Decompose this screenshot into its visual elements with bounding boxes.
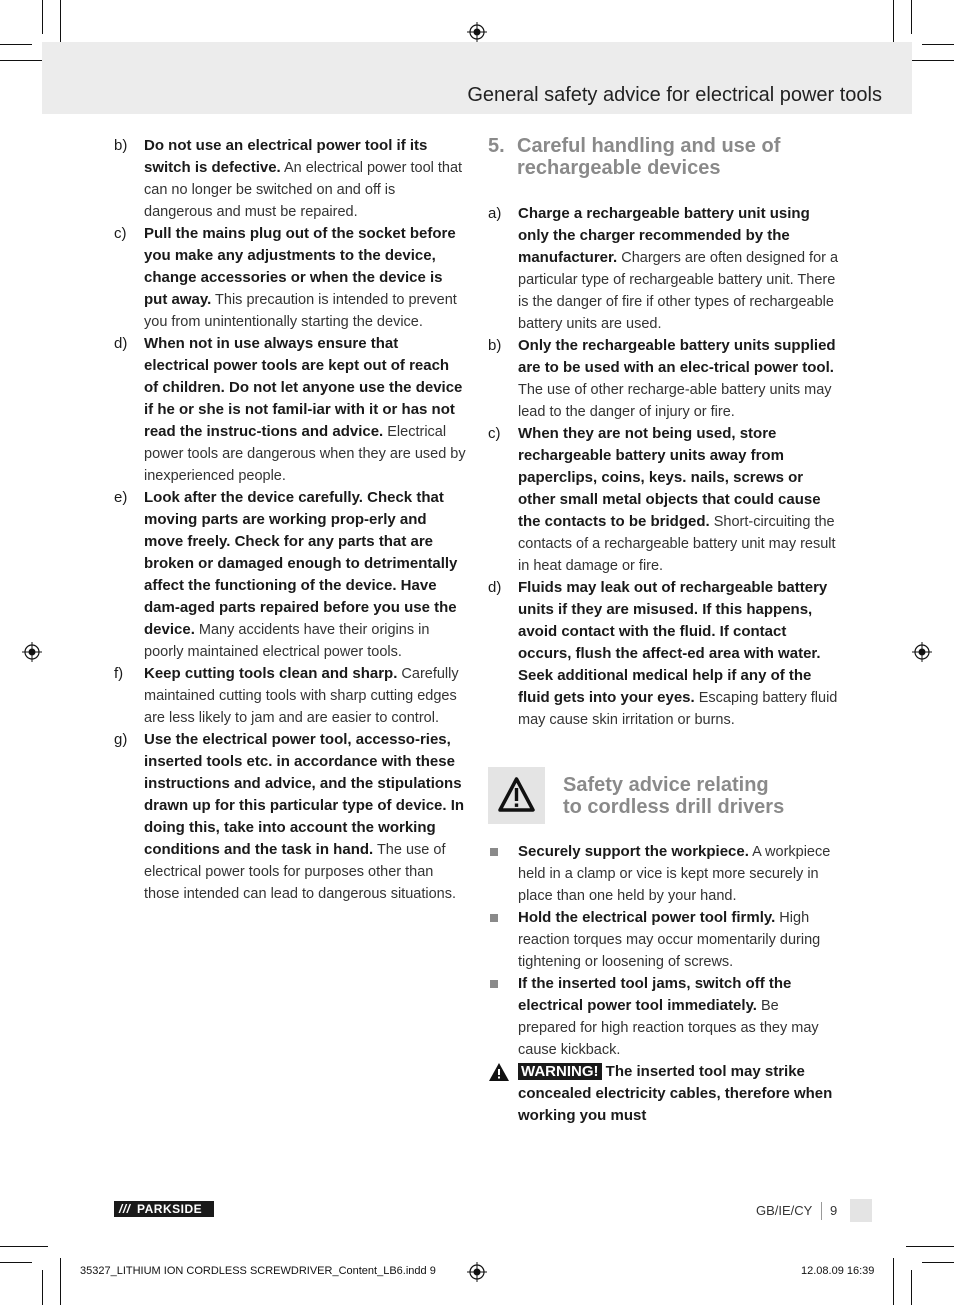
list-item xyxy=(488,577,840,731)
item-bold-text: Charge a rechargeable battery unit using only the charger recommended by the manufacturer. xyxy=(518,205,810,266)
list-item xyxy=(114,135,466,223)
item-marker: d) xyxy=(114,335,128,352)
registration-mark-icon xyxy=(467,22,487,42)
slug-timestamp: 12.08.09 16:39 xyxy=(801,1265,875,1277)
brand-mark: /// xyxy=(119,1202,131,1216)
crop-mark xyxy=(42,1270,43,1305)
warning-text: The inserted tool may strike concealed electricity cables, therefore when working you must xyxy=(518,1063,833,1124)
item-bold-text: Fluids may leak out of rechargeable battery units if they are misused. If this happens, avoid contact with the fluid. If contact occurs, flush the affect-ed area with water. Seek additional medical help if any of the fluid gets into your eyes. xyxy=(518,579,828,706)
warning-label: WARNING! xyxy=(518,1063,602,1080)
crop-mark xyxy=(0,60,48,61)
item-bold-text: Keep cutting tools clean and sharp. xyxy=(144,665,398,682)
item-bold-text: Securely support the workpiece. xyxy=(518,843,749,860)
registration-mark-icon xyxy=(22,642,42,662)
item-text: A workpiece held in a clamp or vice is kept more securely in place than one held by your hand. xyxy=(518,844,831,904)
item-text: Many accidents have their origins in poorly maintained electrical power tools. xyxy=(144,622,430,660)
safety-heading xyxy=(488,767,840,827)
crop-mark xyxy=(0,1246,48,1247)
item-text: Electrical power tools are dangerous when they are used by inexperienced people. xyxy=(144,424,466,484)
safety-title-line: Safety advice relating xyxy=(563,774,769,796)
list-item xyxy=(488,335,840,423)
footer-divider xyxy=(821,1202,822,1220)
country-code: GB/IE/CY xyxy=(756,1203,813,1218)
item-text: Short-circuiting the contacts of a rechargeable battery unit may result in heat damage or fire. xyxy=(518,514,836,574)
item-marker: a) xyxy=(488,205,502,222)
bullet-item xyxy=(488,973,840,1061)
registration-mark-icon xyxy=(467,1262,487,1282)
registration-mark-icon xyxy=(912,642,932,662)
brand-name: PARKSIDE xyxy=(137,1202,203,1216)
item-bold-text: Pull the mains plug out of the socket before you make any adjustments to the device, change accessories or when the device is put away. xyxy=(144,225,456,308)
bullet-item xyxy=(488,841,840,907)
item-text: Chargers are often designed for a particular type of rechargeable battery unit. There is the danger of fire if other types of rechargeable battery units are used. xyxy=(518,250,839,332)
item-bold-text: Use the electrical power tool, accesso-ries, inserted tools etc. in accordance with these instructions and advice, and the stipulations drawn up for this particular type of device. In doing this, take into account the working conditions and the task in hand. xyxy=(144,731,465,858)
list-item xyxy=(114,663,466,729)
crop-mark xyxy=(893,1258,894,1305)
crop-mark xyxy=(893,0,894,48)
crop-mark xyxy=(922,1262,954,1263)
list-item xyxy=(488,203,840,335)
crop-mark xyxy=(911,0,912,34)
list-item xyxy=(488,423,840,577)
item-marker: e) xyxy=(114,489,128,506)
slug-filename: 35327_LITHIUM ION CORDLESS SCREWDRIVER_Content_LB6.indd 9 xyxy=(80,1265,436,1277)
page-number: 9 xyxy=(830,1203,838,1218)
list-item xyxy=(114,333,466,487)
left-column xyxy=(114,135,466,905)
right-column xyxy=(488,135,840,1127)
item-bold-text: When they are not being used, store rechargeable battery units away from paperclips, coins, keys. nails, screws or other small metal objects that could cause the contacts to be bridged. xyxy=(518,425,821,530)
warning-icon xyxy=(488,1062,510,1082)
item-text: This precaution is intended to prevent you from unintentionally starting the device. xyxy=(144,292,457,330)
crop-mark xyxy=(911,1270,912,1305)
item-text: High reaction torques may occur momentarily during tightening or loosening of screws. xyxy=(518,910,821,970)
crop-mark xyxy=(906,1246,954,1247)
brand-logo xyxy=(114,1201,214,1217)
page-title: General safety advice for electrical power tools xyxy=(467,84,882,106)
item-text: Escaping battery fluid may cause skin irritation or burns. xyxy=(518,690,838,728)
item-bold-text: Look after the device carefully. Check that moving parts are working prop-erly and move freely. Check for any parts that are broken or damaged enough to detrimentally affect the functioning of the device. Have dam-aged parts repaired before you use the device. xyxy=(144,489,458,638)
item-bold-text: Only the rechargeable battery units supplied are to be used with an elec-trical power tool. xyxy=(518,337,836,376)
item-text: An electrical power tool that can no longer be switched on and off is dangerous and must be repaired. xyxy=(144,160,463,220)
crop-mark xyxy=(922,44,954,45)
square-bullet-icon xyxy=(490,848,498,856)
list-item xyxy=(114,487,466,663)
square-bullet-icon xyxy=(490,914,498,922)
item-marker: c) xyxy=(114,225,127,242)
item-marker: d) xyxy=(488,579,502,596)
item-text: Carefully maintained cutting tools with sharp cutting edges are less likely to jam and are easier to control. xyxy=(144,666,459,726)
section-title: Careful handling and use of rechargeable devices xyxy=(517,135,781,179)
item-bold-text: If the inserted tool jams, switch off the electrical power tool immediately. xyxy=(518,975,792,1014)
footer-tab xyxy=(850,1199,872,1222)
warning-triangle-icon xyxy=(488,767,545,824)
crop-mark xyxy=(60,1258,61,1305)
item-bold-text: Hold the electrical power tool firmly. xyxy=(518,909,776,926)
crop-mark xyxy=(0,44,32,45)
warning-item xyxy=(488,1061,840,1127)
item-marker: g) xyxy=(114,731,128,748)
crop-mark xyxy=(42,0,43,34)
warning-icon-box xyxy=(488,767,545,824)
safety-title-line: to cordless drill drivers xyxy=(563,796,785,818)
crop-mark xyxy=(906,60,954,61)
list-item xyxy=(114,729,466,905)
item-bold-text: When not in use always ensure that electrical power tools are kept out of reach of children. Do not let anyone use the device if he or she is not famil-iar with it or has not read the instruc-tions and advice. xyxy=(144,335,463,440)
safety-title xyxy=(563,774,784,818)
item-bold-text: Do not use an electrical power tool if its switch is defective. xyxy=(144,137,428,176)
item-marker: b) xyxy=(488,337,502,354)
item-text: Be prepared for high reaction torques as they may cause kickback. xyxy=(518,998,819,1058)
bullet-item xyxy=(488,907,840,973)
item-marker: c) xyxy=(488,425,501,442)
square-bullet-icon xyxy=(490,980,498,988)
section-heading xyxy=(488,135,840,179)
item-text: The use of electrical power tools for purposes other than those intended can lead to dangerous situations. xyxy=(144,842,456,902)
item-marker: b) xyxy=(114,137,128,154)
list-item xyxy=(114,223,466,333)
section-number: 5. xyxy=(488,135,505,157)
item-marker: f) xyxy=(114,665,124,682)
crop-mark xyxy=(0,1262,32,1263)
item-text: The use of other recharge-able battery units may lead to the danger of injury or fire. xyxy=(518,382,832,420)
crop-mark xyxy=(60,0,61,48)
